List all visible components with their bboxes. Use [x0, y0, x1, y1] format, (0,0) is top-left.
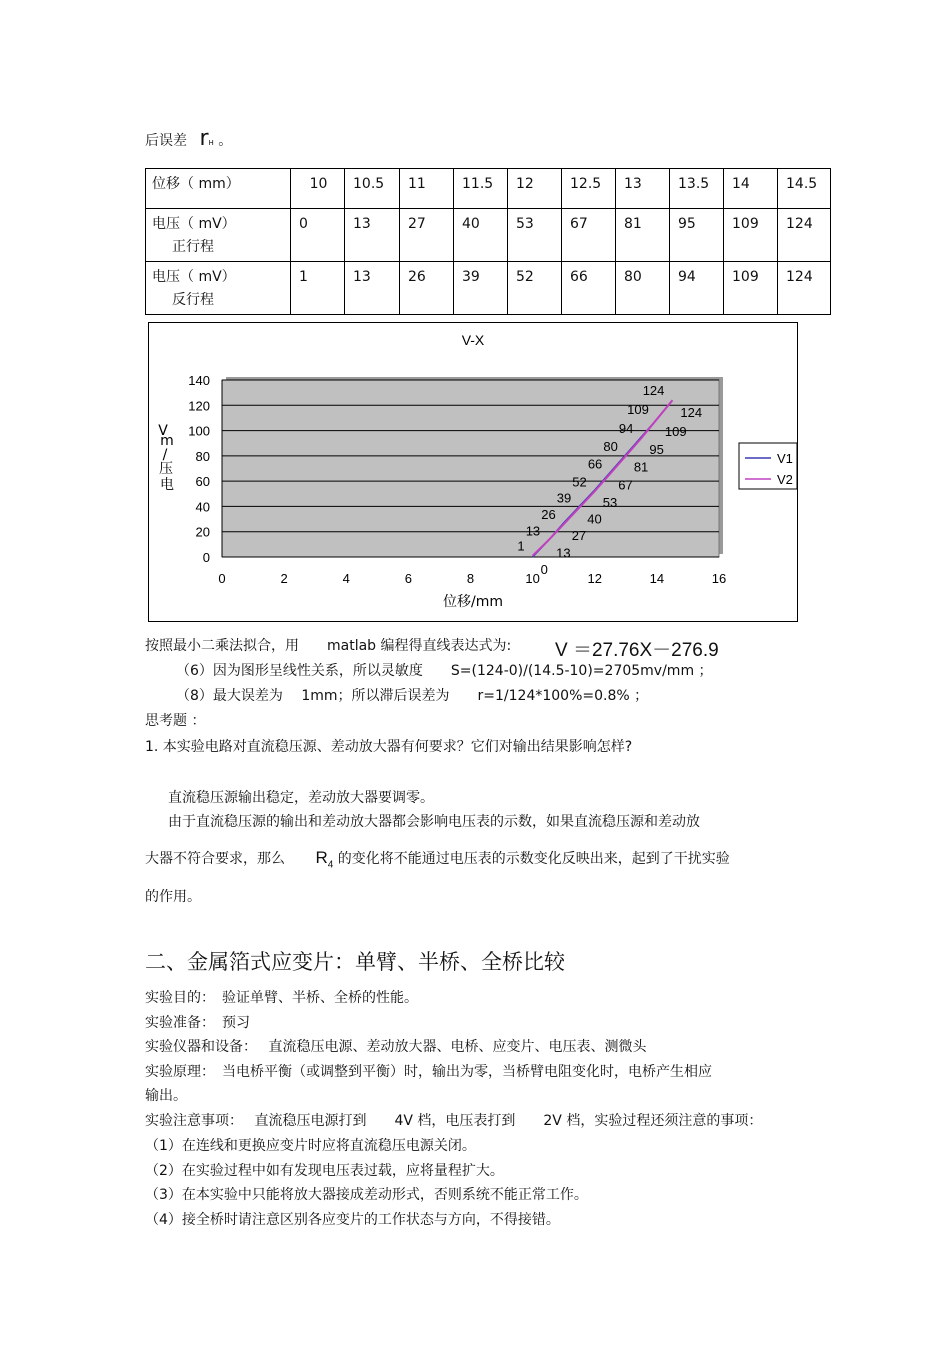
section2-line: （1）在连线和更换应变片时应将直流稳压电源关闭。	[145, 1138, 476, 1154]
section2-heading: 二、金属箔式应变片：单臂、半桥、全桥比较	[145, 950, 565, 974]
data-label: 39	[556, 490, 572, 506]
data-label: 80	[603, 438, 618, 454]
row-sublabel: 反行程	[172, 292, 214, 308]
period: 。	[218, 133, 233, 149]
data-label: 67	[618, 477, 633, 493]
y-axis-label-char: V	[158, 423, 168, 439]
y-axis-label-char: 压	[159, 461, 173, 477]
y-tick-label: 120	[188, 398, 210, 414]
table-cell: 12	[508, 169, 562, 209]
y-tick-label: 140	[188, 373, 210, 388]
data-label: 95	[649, 441, 664, 457]
fit-text: 按照最小二乘法拟合，用 matlab 编程得直线表达式为:	[145, 638, 512, 654]
table-cell: 11	[400, 169, 454, 209]
data-label: 124	[642, 383, 665, 399]
table-cell: 26	[400, 262, 454, 315]
r-symbol: r	[199, 126, 209, 151]
chart-title: V-X	[461, 332, 485, 348]
section2-line: （3）在本实验中只能将放大器接成差动形式，否则系统不能正常工作。	[145, 1187, 588, 1203]
data-label: 53	[602, 494, 618, 510]
answer-line-3	[145, 849, 730, 874]
answer-pre: 大器不符合要求，那么	[145, 851, 285, 867]
table-cell: 12.5	[562, 169, 616, 209]
table-cell: 53	[508, 209, 562, 262]
answer-line-4: 的作用。	[145, 889, 201, 905]
x-tick-label: 0	[218, 571, 226, 586]
table-row	[146, 262, 831, 315]
table-cell: 27	[400, 209, 454, 262]
data-label: 26	[541, 507, 556, 523]
table-cell: 67	[562, 209, 616, 262]
sensitivity-line: （6）因为图形呈线性关系，所以灵敏度 S=(124-0)/(14.5-10)=2705mv/mm ；	[176, 663, 713, 679]
table-cell: 14.5	[778, 169, 831, 209]
fit-formula: V ＝27.76X－276.9	[555, 640, 719, 661]
answer-post: 的变化将不能通过电压表的示数变化反映出来，起到了干扰实验	[337, 851, 730, 867]
y-tick-label: 60	[195, 474, 210, 490]
question-1: 1. 本实验电路对直流稳压源、差动放大器有何要求？它们对输出结果影响怎样?	[145, 739, 633, 755]
table-cell: 95	[670, 209, 724, 262]
x-tick-label: 10	[525, 571, 540, 586]
data-label: 1	[517, 538, 525, 554]
r4-subscript: 4	[327, 859, 334, 871]
y-axis-label-char: /	[162, 447, 168, 463]
table-cell: 13	[345, 262, 400, 315]
table-cell: 11.5	[454, 169, 508, 209]
section2-line: （2）在实验过程中如有发现电压表过载，应将量程扩大。	[145, 1163, 504, 1179]
legend-label: V2	[777, 472, 793, 487]
y-tick-label: 100	[188, 423, 210, 439]
row-label: 电压（ mV）	[152, 216, 236, 232]
r-subscript: H	[208, 139, 214, 147]
data-label: 52	[572, 474, 587, 490]
table-row-label	[146, 209, 291, 262]
table-cell: 52	[508, 262, 562, 315]
data-label: 109	[627, 402, 649, 418]
table-cell: 10	[291, 169, 345, 209]
table-cell: 124	[778, 209, 831, 262]
table-cell: 13	[345, 209, 400, 262]
y-tick-label: 40	[195, 499, 210, 515]
error-line: （8）最大误差为 1mm；所以滞后误差为 r=1/124*100%=0.8% ；	[176, 688, 649, 704]
table-cell: 109	[724, 262, 778, 315]
r4-letter: R	[315, 848, 328, 867]
table-cell: 81	[616, 209, 670, 262]
answer-line-2: 由于直流稳压源的输出和差动放大器都会影响电压表的示数，如果直流稳压源和差动放	[168, 814, 700, 830]
table-cell: 40	[454, 209, 508, 262]
data-label: 66	[587, 456, 603, 472]
table-cell: 66	[562, 262, 616, 315]
section2-line: 实验准备： 预习	[145, 1015, 250, 1031]
section2-line: （4）接全桥时请注意区别各应变片的工作状态与方向，不得接错。	[145, 1212, 560, 1228]
table-cell: 94	[670, 262, 724, 315]
table-row	[146, 209, 831, 262]
y-tick-label: 0	[202, 550, 210, 565]
row-label: 电压（ mV）	[152, 269, 236, 285]
table-header-cell: 位移（ mm）	[146, 169, 291, 209]
x-tick-label: 8	[466, 571, 475, 586]
table-cell: 124	[778, 262, 831, 315]
section2-line: 实验原理： 当电桥平衡（或调整到平衡）时，输出为零，当桥臂电阻变化时，电桥产生相应	[145, 1064, 712, 1080]
answer-line-1: 直流稳压源输出稳定，差动放大器要调零。	[168, 790, 434, 806]
vx-chart	[149, 323, 797, 621]
table-cell: 13.5	[670, 169, 724, 209]
x-tick-label: 4	[342, 571, 350, 586]
table-cell: 109	[724, 209, 778, 262]
table-cell: 14	[724, 169, 778, 209]
table-cell: 13	[616, 169, 670, 209]
data-label: 13	[556, 545, 571, 561]
data-label: 27	[571, 527, 587, 543]
section2-line: 实验注意事项： 直流稳压电源打到 4V 档，电压表打到 2V 档，实验过程还须注意的事项：	[145, 1113, 763, 1129]
questions-title: 思考题 ：	[145, 713, 206, 729]
x-tick-label: 6	[404, 571, 412, 586]
row-sublabel: 正行程	[172, 239, 214, 255]
section2-line: 实验仪器和设备： 直流稳压电源、差动放大器、电桥、应变片、电压表、测微头	[145, 1039, 647, 1055]
data-label: 40	[587, 511, 602, 527]
table-cell: 39	[454, 262, 508, 315]
table-cell: 0	[291, 209, 345, 262]
y-axis-label-char: m	[160, 433, 174, 449]
r4-symbol	[315, 848, 334, 871]
data-label: 0	[540, 562, 548, 577]
x-tick-label: 2	[280, 571, 288, 586]
x-tick-label: 14	[649, 571, 665, 586]
x-tick-label: 16	[711, 571, 727, 586]
data-label: 81	[633, 459, 649, 475]
table-row-label	[146, 262, 291, 315]
hysteresis-label-line	[145, 126, 233, 152]
vx-chart-frame	[148, 322, 798, 622]
data-label: 13	[525, 523, 541, 539]
data-label: 94	[618, 421, 634, 437]
legend-label: V1	[777, 451, 793, 466]
label-text: 后误差	[145, 133, 187, 149]
section2-line: 实验目的： 验证单臂、半桥、全桥的性能。	[145, 990, 418, 1006]
table-cell: 1	[291, 262, 345, 315]
section2-line: 输出。	[145, 1088, 187, 1104]
measurement-table	[145, 168, 831, 315]
x-axis-label: 位移/mm	[443, 594, 503, 610]
fit-statement	[145, 637, 511, 655]
y-tick-label: 80	[195, 448, 210, 464]
table-row	[146, 169, 831, 209]
table-cell: 10.5	[345, 169, 400, 209]
y-tick-label: 20	[195, 524, 210, 540]
y-axis-label-char: 电	[160, 477, 174, 493]
x-tick-label: 12	[587, 571, 602, 586]
data-label: 109	[664, 424, 687, 440]
table-cell: 80	[616, 262, 670, 315]
data-label: 124	[680, 405, 703, 421]
